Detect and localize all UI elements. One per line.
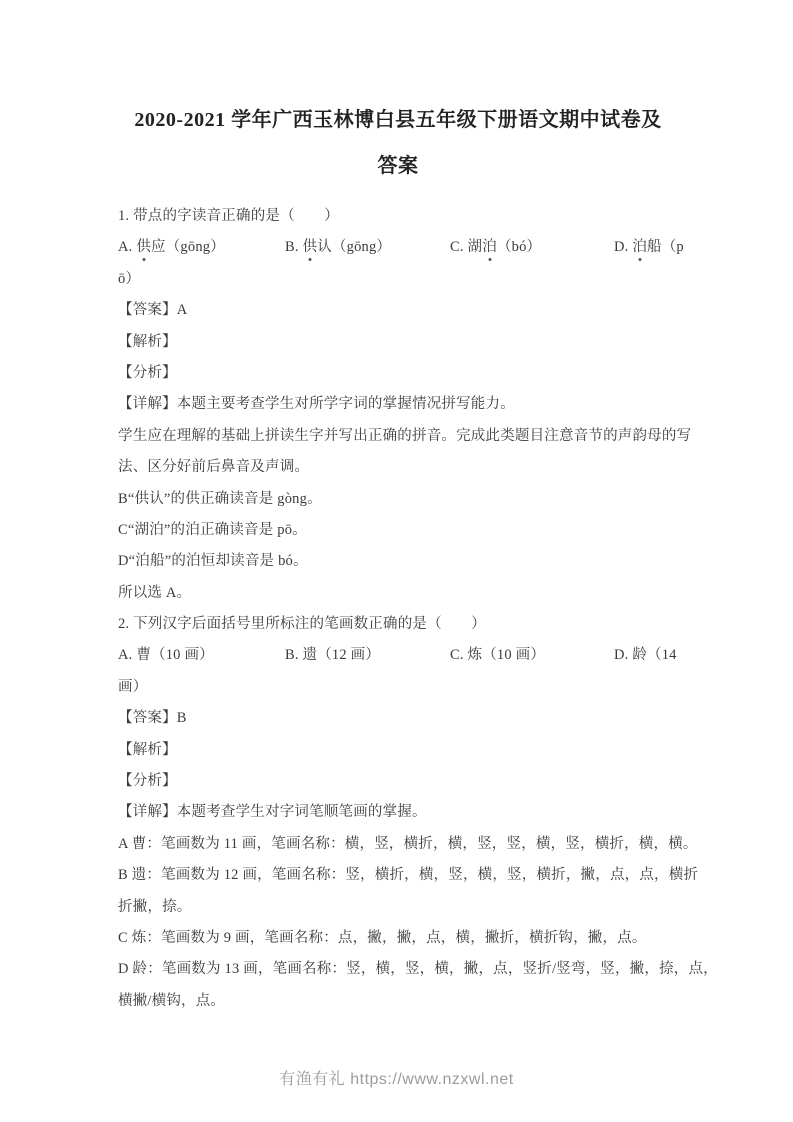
question-2-detail-line-1: 【详解】本题考查学生对字词笔顺笔画的掌握。 — [118, 804, 427, 821]
question-2-detail-line-3: B 遗：笔画数为 12 画，笔画名称：竖，横折，横，竖，横，竖，横折，撇，点，点，横折 — [118, 867, 699, 884]
emphasized-character: 供 — [302, 239, 318, 256]
text-segment: B. 遗（12 画） — [285, 647, 381, 664]
text-segment: C. 湖 — [450, 239, 483, 256]
question-1-option-c — [450, 232, 541, 263]
document-content — [118, 97, 718, 1017]
question-2-option-d-overflow: 画） — [118, 678, 148, 695]
question-2-option-a — [118, 640, 214, 671]
question-1-section — [118, 201, 692, 609]
text-segment: 应（gōng） — [151, 239, 225, 256]
question-1-options-row — [118, 232, 684, 263]
question-1-detail-line-1: 【详解】本题主要考查学生对所学字词的掌握情况拼写能力。 — [118, 396, 515, 413]
question-1-detail-line-5: C“湖泊”的泊正确读音是 pō。 — [118, 521, 307, 538]
question-1-detail-line-4: B“供认”的供正确读音是 gòng。 — [118, 490, 322, 507]
document-body — [118, 201, 718, 1017]
question-1-option-d-overflow: ō） — [118, 270, 141, 287]
footer-watermark: 有渔有礼 https://www.nzxwl.net — [279, 1071, 514, 1088]
text-segment: D. — [614, 239, 633, 256]
question-2-answer-line: 【答案】B — [118, 710, 187, 727]
question-2-option-b — [285, 640, 380, 671]
text-segment: B. — [285, 239, 303, 256]
question-2-option-d — [614, 640, 677, 671]
question-1-stem: 1. 带点的字读音正确的是（ ） — [118, 208, 339, 224]
question-2-options-row — [118, 640, 678, 671]
question-2-option-c — [450, 640, 545, 671]
page-title-line-1: 2020-2021 学年广西玉林博白县五年级下册语文期中试卷及 — [134, 109, 662, 131]
question-1-jiexi-label: 【解析】 — [118, 333, 177, 350]
text-segment: 船（p — [647, 239, 684, 256]
page-title — [118, 97, 678, 189]
question-2-fenxi-label: 【分析】 — [118, 773, 177, 790]
text-segment: D. 龄（14 — [614, 647, 677, 664]
text-segment: 认（gōng） — [317, 239, 392, 256]
question-1-detail-line-2: 学生应在理解的基础上拼读生字并写出正确的拼音。完成此类题目注意音节的声韵母的写 — [118, 427, 692, 444]
question-1-option-a — [118, 232, 225, 263]
page-title-line-2: 答案 — [377, 155, 419, 177]
question-2-detail-line-6: D 龄：笔画数为 13 画，笔画名称：竖，横，竖，横，撇，点，竖折/竖弯，竖，撇，捺，点， — [118, 961, 718, 978]
question-2-detail-line-2: A 曹：笔画数为 11 画，笔画名称：横，竖，横折，横，竖，竖，横，竖，横折，横，横。 — [118, 835, 698, 852]
emphasized-character: 泊 — [482, 239, 497, 256]
emphasized-character: 供 — [136, 239, 152, 256]
text-segment: A. — [118, 239, 137, 256]
question-2-detail-line-7: 横撇/横钩，点。 — [118, 992, 226, 1009]
text-segment: C. 炼（10 画） — [450, 647, 546, 664]
question-1-fenxi-label: 【分析】 — [118, 364, 177, 381]
question-2-detail-line-4: 折撇，捺。 — [118, 898, 192, 915]
question-1-option-b — [285, 232, 391, 263]
question-1-option-d — [614, 232, 684, 263]
emphasized-character: 泊 — [632, 239, 648, 256]
question-2-stem: 2. 下列汉字后面括号里所标注的笔画数正确的是（ ） — [118, 616, 486, 633]
question-1-detail-line-6: D“泊船”的泊恒却读音是 bó。 — [118, 553, 308, 570]
question-1-answer-line: 【答案】A — [118, 302, 188, 319]
question-2-jiexi-label: 【解析】 — [118, 741, 177, 758]
question-2-section — [118, 609, 718, 1017]
text-segment: （bó） — [496, 239, 542, 256]
question-1-detail-line-7: 所以选 A。 — [118, 584, 192, 601]
text-segment: A. 曹（10 画） — [118, 647, 214, 664]
question-1-detail-line-3: 法、区分好前后鼻音及声调。 — [118, 459, 310, 476]
question-2-detail-line-5: C 炼：笔画数为 9 画，笔画名称：点，撇，撇，点，横，撇折，横折钩，撇，点。 — [118, 929, 647, 946]
